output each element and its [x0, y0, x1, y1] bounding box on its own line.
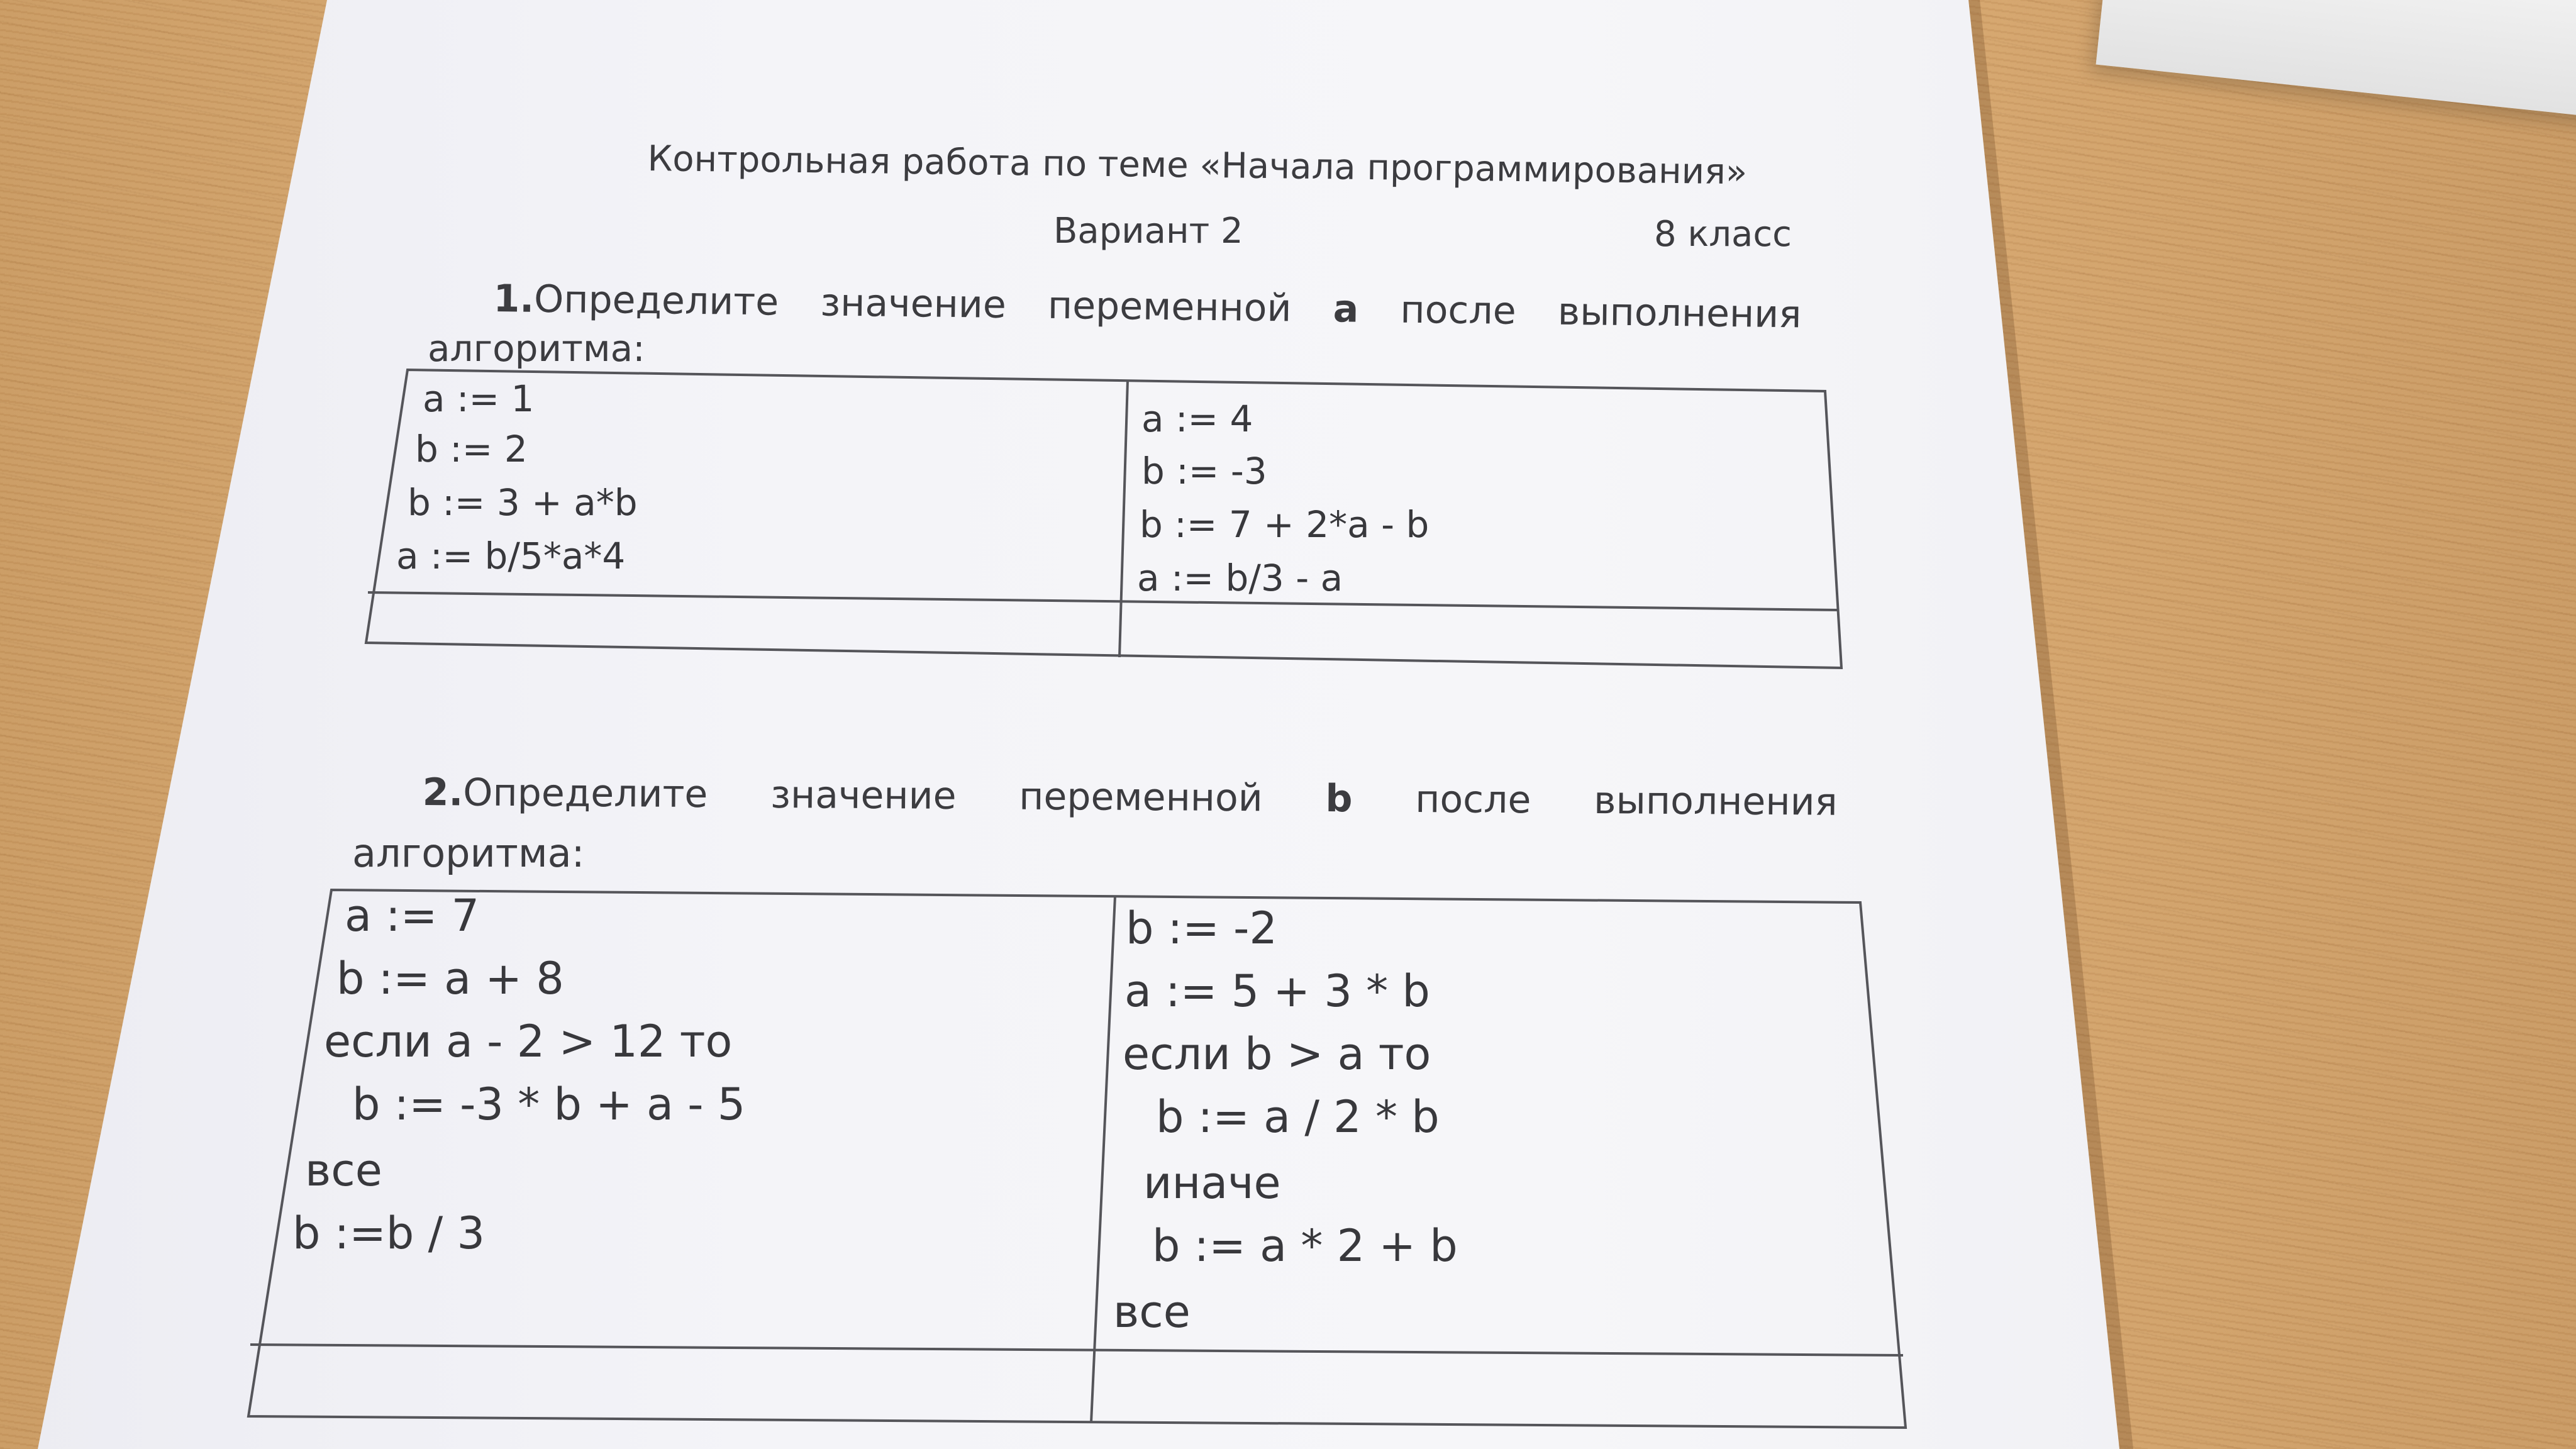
task2-right-line-5: иначе — [1143, 1157, 1281, 1209]
task2-left-line-3: если a - 2 > 12 то — [324, 1016, 733, 1067]
table1-border — [366, 370, 1841, 668]
task1-prompt-continuation: алгоритма: — [428, 327, 645, 370]
task1-word-6: выполнения — [1557, 289, 1802, 337]
task2-right-line-7: все — [1113, 1286, 1191, 1338]
task1-word-1: Определите — [533, 277, 779, 325]
worksheet-title: Контрольная работа по теме «Начала программирования» — [647, 138, 1748, 193]
task2-left-line-4: b := -3 * b + a - 5 — [352, 1079, 746, 1130]
task2-variable: b — [1325, 777, 1353, 821]
variant-label: Вариант 2 — [1053, 211, 1243, 252]
task1-right-line-3: b := 7 + 2*a - b — [1140, 503, 1430, 546]
table2-column-divider — [1091, 896, 1115, 1423]
task1-word-2: значение — [819, 280, 1007, 327]
task2-left-line-6: b :=b / 3 — [292, 1208, 485, 1259]
task2-left-line-2: b := a + 8 — [336, 953, 564, 1004]
table1-column-divider — [1119, 380, 1128, 657]
task2-left-line-1: a := 7 — [345, 890, 480, 941]
task1-left-line-2: b := 2 — [415, 428, 528, 470]
task1-right-line-2: b := -3 — [1141, 450, 1267, 492]
task1-variable: a — [1333, 287, 1359, 331]
task2-right-line-3: если b > a то — [1123, 1028, 1431, 1080]
task2-word-2: значение — [770, 772, 957, 818]
task1-right-line-1: a := 4 — [1141, 397, 1253, 440]
task1-left-line-1: a := 1 — [423, 377, 535, 420]
task2-right-line-2: a := 5 + 3 * b — [1124, 965, 1430, 1017]
task1-left-line-4: a := b/5*a*4 — [396, 535, 626, 577]
table1-row-divider — [368, 592, 1839, 610]
task2-word-1: Определите — [463, 770, 708, 817]
task2-right-line-1: b := -2 — [1126, 902, 1277, 954]
table2-row-divider — [250, 1345, 1903, 1355]
task1-word-5: после — [1400, 287, 1517, 333]
task2-word-6: выполнения — [1593, 779, 1838, 824]
task1-word-3: переменной — [1047, 283, 1292, 331]
task1-left-line-3: b := 3 + a*b — [408, 481, 638, 524]
task2-word-5: после — [1414, 777, 1531, 823]
task1-number: 1. — [493, 277, 535, 321]
grade-label: 8 класс — [1654, 214, 1792, 255]
task1-right-line-4: a := b/3 - a — [1137, 557, 1343, 599]
task2-right-line-6: b := a * 2 + b — [1152, 1220, 1458, 1272]
task2-word-3: переменной — [1019, 774, 1263, 821]
task2-number: 2. — [422, 770, 464, 815]
task2-right-line-4: b := a / 2 * b — [1156, 1091, 1440, 1143]
task2-left-line-5: все — [305, 1145, 382, 1196]
task2-prompt-continuation: алгоритма: — [352, 830, 585, 876]
